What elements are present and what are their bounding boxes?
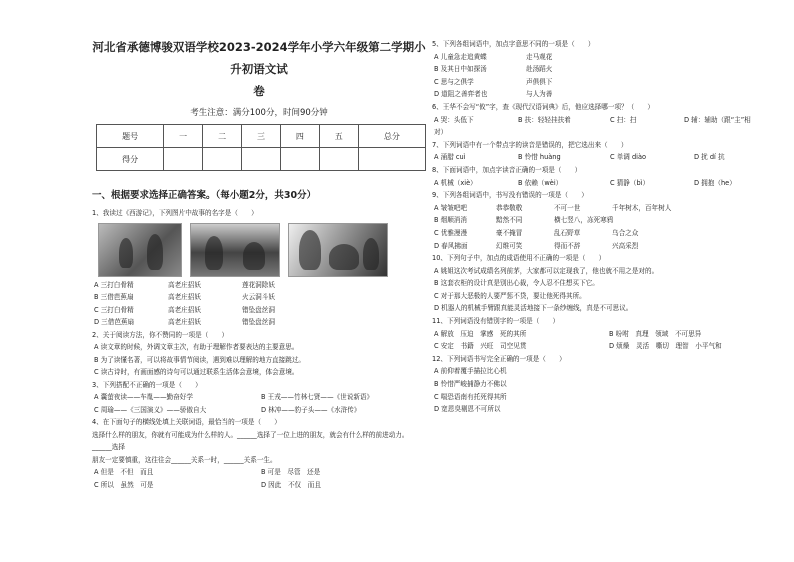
q4-options-row-1: [92, 466, 426, 479]
q4-option-b[interactable]: B 可是 尽管 还是: [261, 468, 321, 476]
q2-option-c[interactable]: C 读古诗时，有画面感的诗句可以通过联系生活体会意境，体会意境。: [94, 368, 299, 376]
q7-option-a[interactable]: A 涌腊 cuì: [434, 153, 466, 162]
q1-option-c[interactable]: C 三打白骨精 高老庄招妖 错坠盘丝洞: [94, 305, 275, 314]
score-input-cell[interactable]: [280, 148, 319, 171]
score-cell: 得分: [97, 148, 164, 171]
q11-option-c[interactable]: C 安定 书籍 兴旺 司空见贯: [434, 342, 527, 351]
q7-option-b[interactable]: B 怜惜 huàng: [518, 153, 561, 162]
q6-option-d[interactable]: D 辅：辅助（跟“主”相: [684, 115, 751, 124]
question-2: 2、关于阅读方法，你不赞同的一项是（ ）: [92, 330, 229, 339]
q7-options: [432, 151, 782, 164]
q3-option-c[interactable]: C 周瑜——《三国演义》——骄傲自大: [94, 405, 207, 414]
q1-option-d[interactable]: D 三借芭蕉扇 高老庄招妖 错坠盘丝洞: [94, 318, 275, 326]
q4-option-a[interactable]: A 但是 不但 而且: [94, 468, 154, 476]
q11-option-d[interactable]: D 烦燥 灵活 嘶切 理智 小平气和: [609, 342, 722, 351]
q5-option-c[interactable]: C 思与之俱学 声俱俱下: [434, 77, 553, 86]
story-image-1: [98, 223, 182, 277]
q2-option-b[interactable]: B 为了读懂名著，可以将故事情节阅读，遇到难以理解的地方直接跳过。: [94, 355, 306, 364]
q10-option-a[interactable]: A 姚姐这次考试成绩名列前茅，大家都可以定现我了，他也就不用之是对的。: [434, 266, 659, 275]
q11-options-row-1: [432, 328, 782, 341]
score-value-row: [97, 148, 426, 171]
question-6: 6、王华不会写“攸”字，查《现代汉语词典》后，他应选择哪一项？（ ）: [432, 102, 655, 111]
score-input-cell[interactable]: [203, 148, 242, 171]
q12-option-a[interactable]: A 前仰着覆手描拉比心机: [434, 367, 507, 376]
q12-option-c[interactable]: C 喘恐语南有托死得其所: [434, 392, 507, 401]
q9-option-a[interactable]: A 皱皱吧吧 恭恭敬敬 不可一世 千年树木，百年树人: [434, 203, 672, 212]
section-1-heading: 一、根据要求选择正确答案。（每小题2分，共30分）: [92, 190, 317, 201]
q5-option-a[interactable]: A 儿童急走追黄蝶 走马观花: [434, 52, 553, 61]
q3-options-row-2: [92, 404, 426, 417]
score-cell: 二: [203, 125, 242, 148]
q11-option-a[interactable]: A 解放 压迫 掌感 死的其所: [434, 329, 527, 338]
q12-option-b[interactable]: B 怜惜严峻捕静力不佛以: [434, 380, 507, 389]
question-4: 4、在下面句子的横线处填上关联词语，最恰当的一项是（ ）: [92, 418, 281, 426]
story-image-3: [288, 223, 388, 277]
q7-option-d[interactable]: D 扰 dí 抗: [694, 153, 725, 162]
q9-option-d[interactable]: D 春风拂面 幻维可笑 得而不辞 兴高采烈: [434, 241, 639, 250]
exam-title: [92, 36, 426, 102]
q10-option-d[interactable]: D 机器人的机械手臂跟真能灵活地接下一条纱缠线，真是不可思议。: [434, 304, 633, 313]
q6-option-b[interactable]: B 扶：轻轻挂扶着: [518, 115, 571, 124]
q8-option-a[interactable]: A 机械（xiè）: [434, 178, 477, 187]
q1-option-b[interactable]: B 三借芭蕉扇 高老庄招妖 火云洞斗妖: [94, 293, 275, 301]
q11-option-b[interactable]: B 吩咐 真理 领域 不可思异: [609, 329, 702, 338]
question-3: 3、下列搭配不正确的一项是（ ）: [92, 380, 202, 389]
q4-options-row-2: [92, 479, 426, 492]
q3-options-row-1: [92, 391, 426, 404]
q12-option-d[interactable]: D 宽恩臭剔恩不可所以: [434, 405, 501, 414]
q6-tail: 对）: [434, 128, 448, 137]
q3-option-a[interactable]: A 囊萤夜读——车胤——勤奋好学: [94, 393, 193, 401]
title-line-2: 卷: [253, 84, 265, 98]
q1-option-a[interactable]: A 三打白骨精 高老庄招妖 莲花洞除妖: [94, 280, 275, 289]
q2-option-a[interactable]: A 读文章的时候，外调文章主次，有助于理解作者要表达的主要意思。: [94, 343, 299, 351]
q11-options-row-2: [432, 340, 782, 353]
q6-option-a[interactable]: A 哭：头低下: [434, 115, 474, 124]
score-table: [96, 124, 426, 171]
q4-body-2: 朋友一定要慎重，这往往会______关系一时，______关系一生。: [92, 455, 277, 464]
score-cell: 一: [164, 125, 203, 148]
score-input-cell[interactable]: [319, 148, 358, 171]
score-cell: 五: [319, 125, 358, 148]
q6-option-c[interactable]: C 扫：扫: [610, 115, 637, 124]
q5-option-b[interactable]: B 及其日中如探汤 赴汤蹈火: [434, 65, 553, 74]
score-cell: 总分: [358, 125, 425, 148]
score-cell: 三: [242, 125, 281, 148]
exam-note: 考生注意：满分100分，时间90分钟: [190, 108, 328, 118]
story-image-2: [190, 223, 280, 277]
q8-options: [432, 177, 782, 190]
q3-option-b[interactable]: B 王戎——竹林七贤——《世说新语》: [261, 393, 374, 401]
question-11: 11、下列词语没有错别字的一项是（ ）: [432, 317, 560, 326]
score-header-row: [97, 125, 426, 148]
q10-option-c[interactable]: C 对于那大恶极的人要严惩不贷，要让他死得其所。: [434, 291, 586, 300]
question-1: 1、我读过《西游记》，下列图片中故事的名字是（ ）: [92, 209, 258, 217]
score-input-cell[interactable]: [242, 148, 281, 171]
question-9: 9、下列各组词语中，书写没有错误的一项是（ ）: [432, 191, 588, 200]
right-column: [432, 38, 782, 416]
q9-option-c[interactable]: C 优雅漫漫 豪不掩冒 乱石野草 乌合之众: [434, 228, 639, 237]
q4-option-c[interactable]: C 所以 虽然 可是: [94, 480, 154, 489]
q6-options: [432, 114, 782, 127]
question-12: 12、下列词语书写完全正确的一项是（ ）: [432, 354, 566, 363]
q10-option-b[interactable]: B 这套衣柜的设计真是别出心裁，令人忍不住想买下它。: [434, 279, 599, 288]
q9-option-b[interactable]: B 烟顺消消 黯然不同 横七竖八，冻死寒鸦: [434, 216, 614, 225]
title-line-1: 河北省承德博骏双语学校2023-2024学年小学六年级第二学期小升初语文试: [92, 40, 426, 76]
q7-option-c[interactable]: C 单调 diào: [610, 153, 647, 162]
question-10: 10、下列句子中，加点的成语使用不正确的一项是（ ）: [432, 254, 606, 263]
question-5: 5、下列各组词语中，加点字意思不同的一项是（ ）: [432, 40, 595, 48]
score-cell: 四: [280, 125, 319, 148]
score-input-cell[interactable]: [164, 148, 203, 171]
score-input-cell[interactable]: [358, 148, 425, 171]
score-cell: 题号: [97, 125, 164, 148]
q8-option-b[interactable]: B 依赖（wèi）: [518, 178, 563, 187]
left-column: [92, 36, 426, 491]
q8-option-d[interactable]: D 拥抱（he）: [694, 178, 736, 187]
q8-option-c[interactable]: C 猜静（bì）: [610, 178, 650, 187]
q4-option-d[interactable]: D 因此 不仅 而且: [261, 480, 321, 489]
q5-option-d[interactable]: D 道阻之善弈者也 与人为善: [434, 90, 553, 99]
question-7: 7、下列词语中有一个带点字的读音是错误的，把它选出来（ ）: [432, 140, 628, 149]
q1-images: [98, 223, 426, 275]
q3-option-d[interactable]: D 林冲——豹子头——《水浒传》: [261, 405, 361, 414]
question-8: 8、下面词语中，加点字读音正确的一项是（ ）: [432, 165, 582, 174]
q4-body-1: 选择什么样的朋友，你就有可能成为什么样的人。______选择了一位上进的朋友，就会有什么样的前进动力。______选择: [92, 430, 409, 451]
